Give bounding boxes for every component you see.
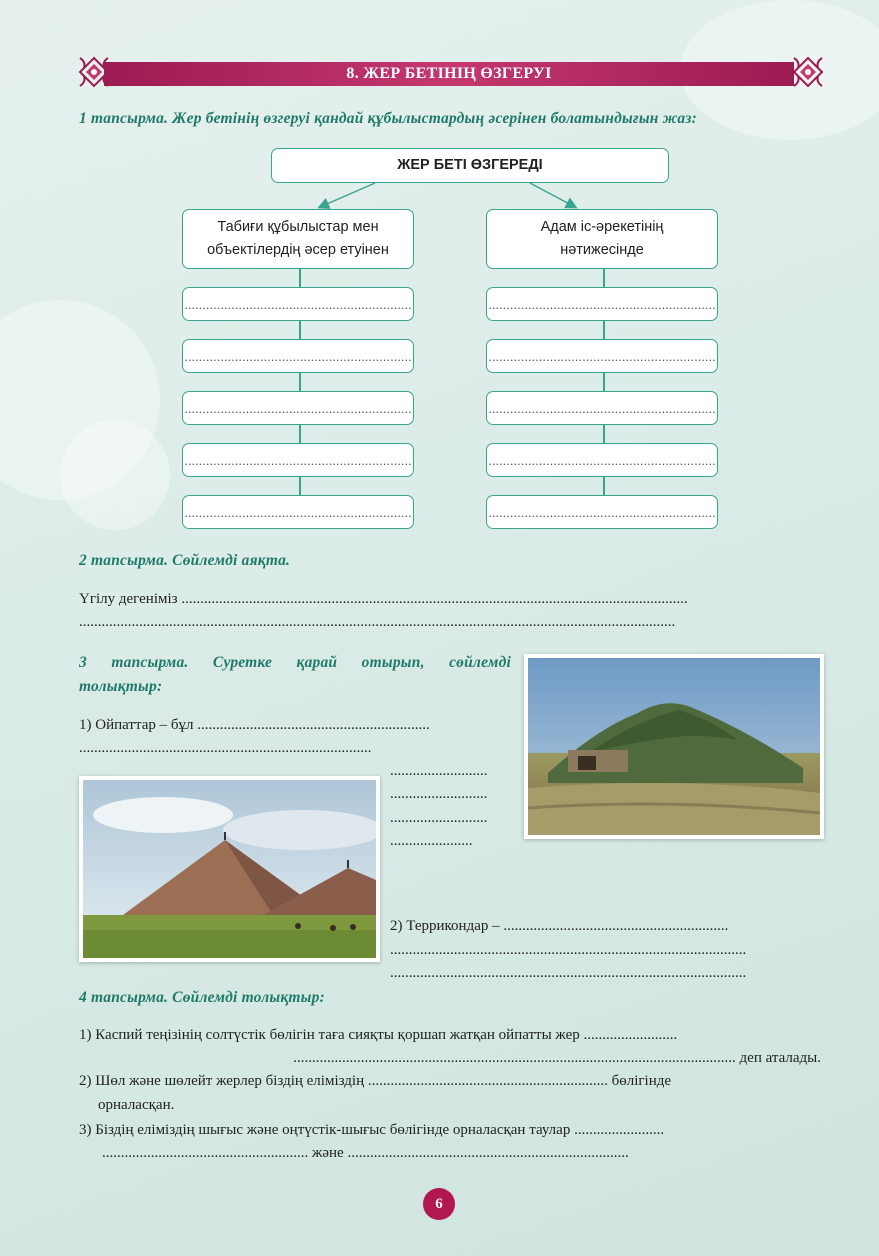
task3-item2-line2[interactable]: ............................................................................................... (390, 942, 747, 958)
task4-sentence2b: орналасқан. (98, 1097, 175, 1113)
task1-title: 1 тапсырма. Жер бетінің өзгеруі қандай құбылыстардың әсерінен болатындығын жаз: (79, 110, 697, 127)
answer-box-left-4[interactable]: ............................................................... (182, 443, 414, 477)
task3-item1-line3[interactable]: .......................... (390, 763, 488, 779)
diagram-arrows (0, 0, 879, 560)
task4-sentence1b[interactable] (98, 1050, 821, 1067)
task4-sentence3a[interactable]: 3) Біздің еліміздің шығыс және оңтүстік-шығыс бөлігінде орналасқан таулар ........................ (79, 1122, 665, 1138)
mound-photo (524, 654, 824, 839)
page-title: 8. ЖЕР БЕТІНІҢ ӨЗГЕРУІ (104, 62, 794, 86)
task3-item1-line5[interactable]: .......................... (390, 810, 488, 826)
task3-title-line2: толықтыр: (79, 678, 163, 695)
page-number: 6 (423, 1188, 455, 1220)
task3-item2[interactable]: 2) Террикондар – ............................................................ (390, 918, 729, 934)
diagram-human-box (486, 209, 718, 269)
task4-sentence2a[interactable]: 2) Шөл және шөлейт жерлер біздің еліміздің ................................................................ бөлігінде (79, 1073, 672, 1089)
answer-box-left-3[interactable]: ............................................................... (182, 391, 414, 425)
task3-title-line1: 3 тапсырма. Суретке қарай отырып, сөйлемді (79, 654, 511, 671)
task3-item1[interactable]: 1) Ойпаттар – бұл .............................................................. (79, 717, 430, 733)
arrow-left-icon (320, 183, 375, 207)
task3-item2-line3[interactable]: ............................................................................................... (390, 965, 747, 981)
task4-title: 4 тапсырма. Сөйлемді толықтыр: (79, 989, 325, 1006)
task4-sentence1a[interactable]: 1) Каспий теңізінің солтүстік бөлігін таға сияқты қоршап жатқан ойпатты жер ......................... (79, 1027, 678, 1043)
task4-sentence1b-text: ...................................................................................................................... деп аталады. (293, 1050, 821, 1066)
arrow-right-icon (530, 183, 575, 207)
answer-box-right-2[interactable]: ............................................................... (486, 339, 718, 373)
natural-box-line2: объектілердің әсер етуінен (207, 242, 389, 258)
answer-box-left-2[interactable]: ............................................................... (182, 339, 414, 373)
diagram-main-box: ЖЕР БЕТІ ӨЗГЕРЕДІ (271, 148, 669, 183)
task3-item1-line6[interactable]: ...................... (390, 833, 473, 849)
task4-sentence3b[interactable]: ....................................................... және ........................................................................... (102, 1145, 629, 1161)
human-box-line1: Адам іс-әрекетінің (540, 219, 664, 235)
task2-line1[interactable]: Үгілу дегеніміз ....................................................................................................................................... (79, 591, 688, 607)
answer-box-right-4[interactable]: ............................................................... (486, 443, 718, 477)
task3-item1-line2[interactable]: .............................................................................. (79, 740, 372, 756)
natural-box-line1: Табиғи құбылыстар мен (217, 219, 379, 235)
answer-box-left-1[interactable]: ............................................................... (182, 287, 414, 321)
terrikon-photo (79, 776, 380, 962)
task2-title: 2 тапсырма. Сөйлемді аяқта. (79, 552, 291, 569)
answer-box-left-5[interactable]: ............................................................... (182, 495, 414, 529)
task3-item1-line4[interactable]: .......................... (390, 786, 488, 802)
answer-box-right-1[interactable]: ............................................................... (486, 287, 718, 321)
diagram-natural-box (182, 209, 414, 269)
answer-box-right-5[interactable]: ............................................................... (486, 495, 718, 529)
task2-line2[interactable]: ............................................................................................................................................................... (79, 614, 676, 630)
answer-box-right-3[interactable]: ............................................................... (486, 391, 718, 425)
human-box-line2: нәтижесінде (560, 242, 644, 258)
